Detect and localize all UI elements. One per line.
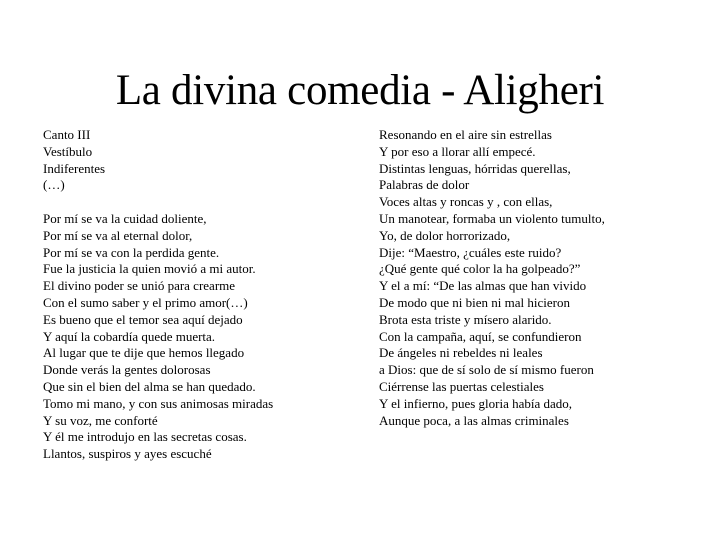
poem-line: Con la campaña, aquí, se confundieron <box>379 328 582 344</box>
poem-line: Y por eso a llorar allí empecé. <box>379 143 536 159</box>
poem-line: Llantos, suspiros y ayes escuché <box>43 446 212 462</box>
poem-line: Y el infierno, pues gloria había dado, <box>379 395 573 411</box>
poem-line: Resonando en el aire sin estrellas <box>379 127 552 142</box>
poem-line: Dije: “Maestro, ¿cuáles este ruido? <box>379 244 562 260</box>
poem-line: Brota esta triste y mísero alarido. <box>379 311 552 327</box>
poem-line: Indiferentes <box>43 160 106 176</box>
poem-line: De ángeles ni rebeldes ni leales <box>379 345 543 361</box>
poem-line: Voces altas y roncas y , con ellas, <box>379 194 553 210</box>
poem-line: Aunque poca, a las almas criminales <box>379 412 569 428</box>
poem-line: El divino poder se unió para crearme <box>43 278 236 294</box>
poem-line: Donde verás la gentes dolorosas <box>43 362 211 378</box>
poem-line: Fue la justicia la quien movió a mi autor. <box>43 261 256 277</box>
poem-line: Por mí se va con la perdida gente. <box>43 244 220 260</box>
poem-line: Al lugar que te dije que hemos llegado <box>43 345 245 361</box>
poem-line: Y él me introdujo en las secretas cosas. <box>43 429 247 445</box>
poem-line: a Dios: que de sí solo de sí mismo fueron <box>379 362 594 378</box>
stanza-gap <box>43 194 353 211</box>
poem-line: Por mí se va al eternal dolor, <box>43 227 193 243</box>
poem-line: Y su voz, me conforté <box>43 412 158 428</box>
poem-line: Tomo mi mano, y con sus animosas miradas <box>43 395 274 411</box>
poem-line: ¿Qué gente qué color la ha golpeado?” <box>379 261 581 277</box>
poem-line: De modo que ni bien ni mal hicieron <box>379 294 570 310</box>
poem-line: Un manotear, formaba un violento tumulto, <box>379 210 605 226</box>
poem-line: Que sin el bien del alma se han quedado. <box>43 378 256 394</box>
poem-line: Con el sumo saber y el primo amor(…) <box>43 294 248 310</box>
poem-line: (…) <box>43 177 65 193</box>
poem-line: Es bueno que el temor sea aquí dejado <box>43 311 243 327</box>
poem-line: Y el a mí: “De las almas que han vivido <box>379 278 587 294</box>
poem-line: Yo, de dolor horrorizado, <box>379 227 511 243</box>
poem-line: Por mí se va la cuidad doliente, <box>43 210 207 226</box>
poem-line: Y aquí la cobardía quede muerta. <box>43 328 216 344</box>
right-poem-column <box>379 127 699 429</box>
left-poem-column <box>43 127 353 463</box>
poem-line: Vestíbulo <box>43 143 93 159</box>
page-title: La divina comedia - Aligheri <box>115 66 605 114</box>
poem-line: Ciérrense las puertas celestiales <box>379 378 544 394</box>
poem-line: Canto III <box>43 127 91 142</box>
poem-line: Palabras de dolor <box>379 177 470 193</box>
poem-line: Distintas lenguas, hórridas querellas, <box>379 160 571 176</box>
